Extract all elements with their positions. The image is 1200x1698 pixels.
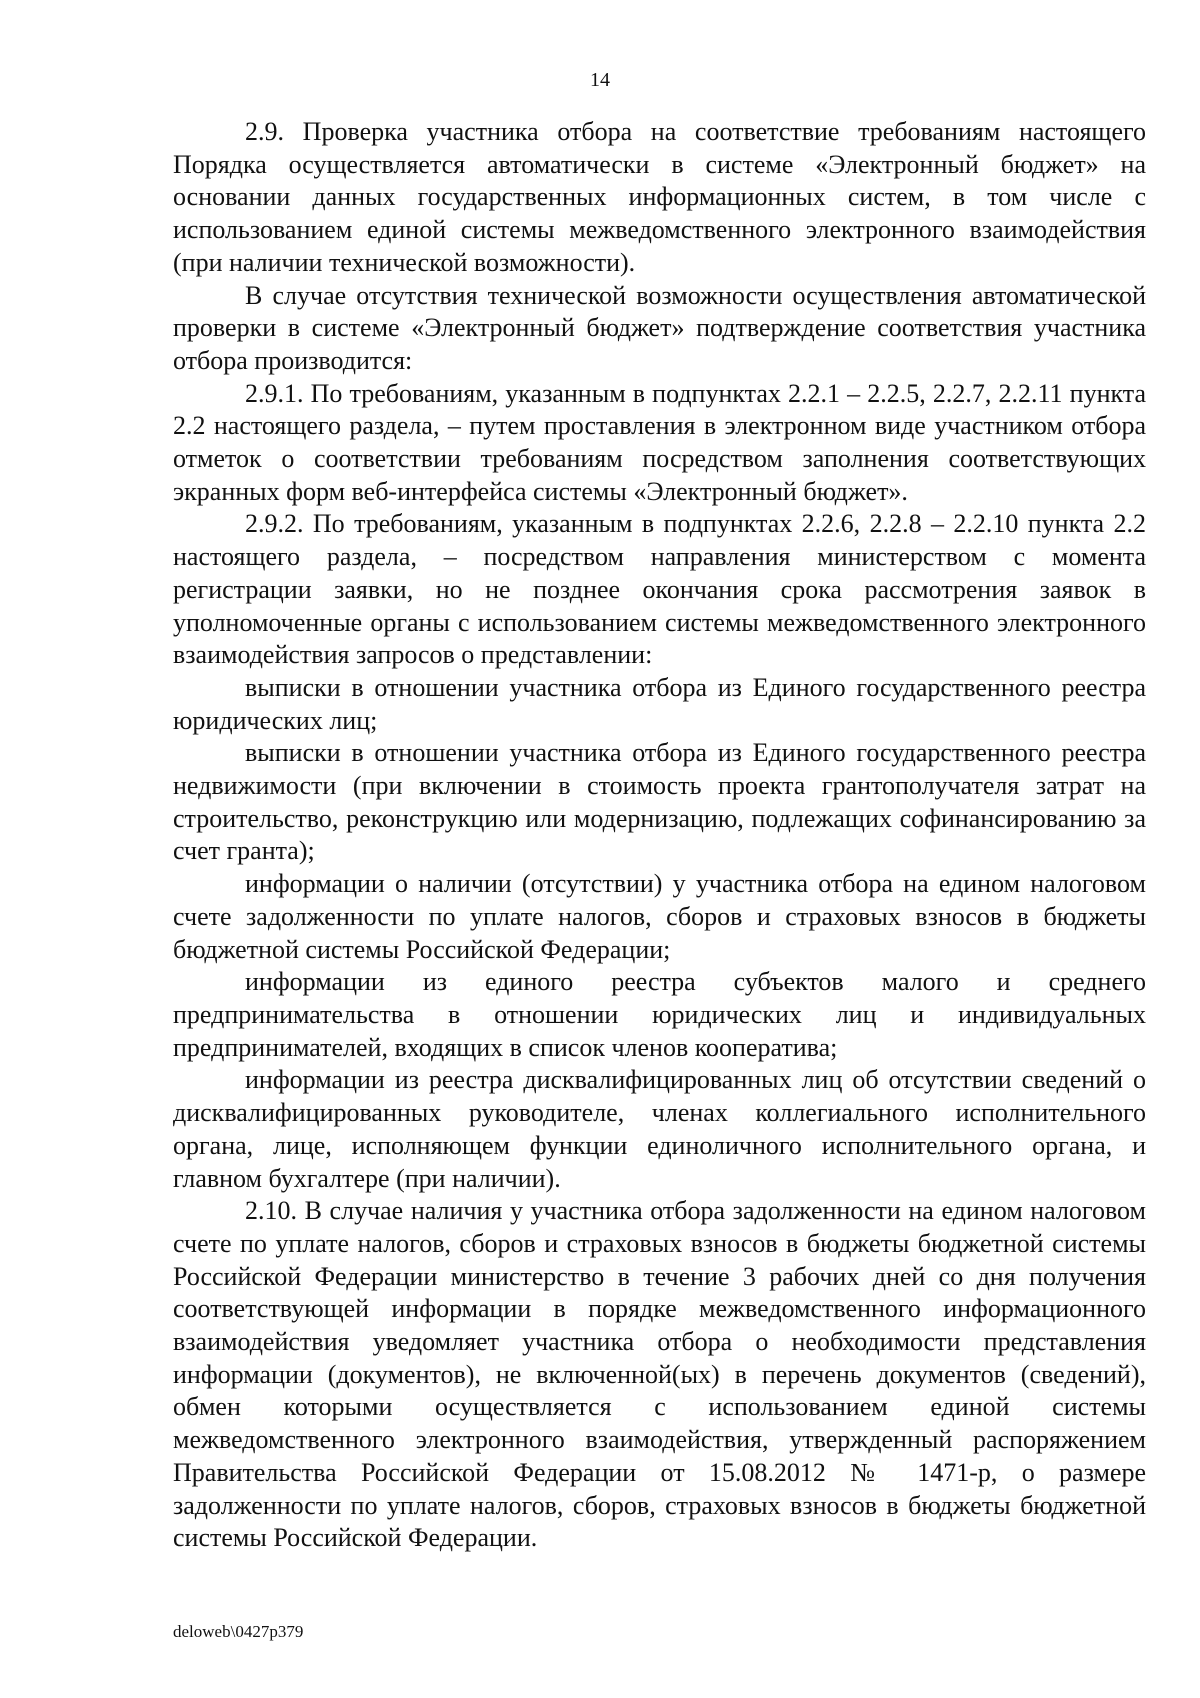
- page-number: 14: [590, 69, 610, 91]
- document-body: [173, 116, 1146, 1555]
- paragraph-2-9: 2.9. Проверка участника отбора на соответствие требованиям настоящего Порядка осуществляется автоматически в системе «Электронный бюджет» на основании данных государственных информационных систем, в том числе с использованием единой системы межведомственного электронного взаимодействия (при наличии технической возможности).: [173, 117, 1146, 277]
- paragraph-2-10: 2.10. В случае наличия у участника отбора задолженности на едином налоговом счете по уплате налогов, сборов и страховых взносов в бюджеты бюджетной системы Российской Федерации министерство в течение 3 рабочих дней со дня получения соответствующей информации в порядке межведомственного информационного взаимодействия уведомляет участника отбора о необходимости представления информации (документов), не включенной(ых) в перечень документов (сведений), обмен которыми осуществляется с использованием единой системы межведомственного электронного взаимодействия, утвержденный распоряжением Правительства Российской Федерации от 15.08.2012 № 1471-р, о размере задолженности по уплате налогов, сборов, страховых взносов в бюджеты бюджетной системы Российской Федерации.: [173, 1196, 1146, 1553]
- list-item-legal-entities-extract: выписки в отношении участника отбора из Единого государственного реестра юридических лиц;: [173, 672, 1146, 735]
- paragraph-no-tech-possibility: В случае отсутствия технической возможности осуществления автоматической проверки в системе «Электронный бюджет» подтверждение соответствия участника отбора производится:: [173, 280, 1146, 375]
- paragraph-2-9-2: 2.9.2. По требованиям, указанным в подпунктах 2.2.6, 2.2.8 – 2.2.10 пункта 2.2 настоящего раздела, – посредством направления министерством с момента регистрации заявки, но не позднее окончания срока рассмотрения заявок в уполномоченные органы с использованием системы межведомственного электронного взаимодействия запросов о представлении:: [173, 509, 1146, 670]
- footer-document-code: deloweb\0427p379: [173, 1622, 304, 1641]
- list-item-disqualified-persons-info: информации из реестра дисквалифицированных лиц об отсутствии сведений о дисквалифицированных руководителе, членах коллегиального исполнительного органа, лице, исполняющем функции единоличного исполнительного органа, и главном бухгалтере (при наличии).: [173, 1065, 1146, 1193]
- list-item-tax-debt-info: информации о наличии (отсутствии) у участника отбора на едином налоговом счете задолженности по уплате налогов, сборов и страховых взносов в бюджеты бюджетной системы Российской Федерации;: [173, 869, 1146, 964]
- paragraph-2-9-1: 2.9.1. По требованиям, указанным в подпунктах 2.2.1 – 2.2.5, 2.2.7, 2.2.11 пункта 2.2 настоящего раздела, – путем проставления в электронном виде участником отбора отметок о соответствии требованиям посредством заполнения соответствующих экранных форм веб-интерфейса системы «Электронный бюджет».: [173, 378, 1146, 506]
- list-item-real-estate-extract: выписки в отношении участника отбора из Единого государственного реестра недвижимости (при включении в стоимость проекта грантополучателя затрат на строительство, реконструкцию или модернизацию, подлежащих софинансированию за счет гранта);: [173, 738, 1146, 866]
- list-item-sme-registry-info: информации из единого реестра субъектов малого и среднего предпринимательства в отношении юридических лиц и индивидуальных предпринимателей, входящих в список членов кооператива;: [173, 967, 1146, 1062]
